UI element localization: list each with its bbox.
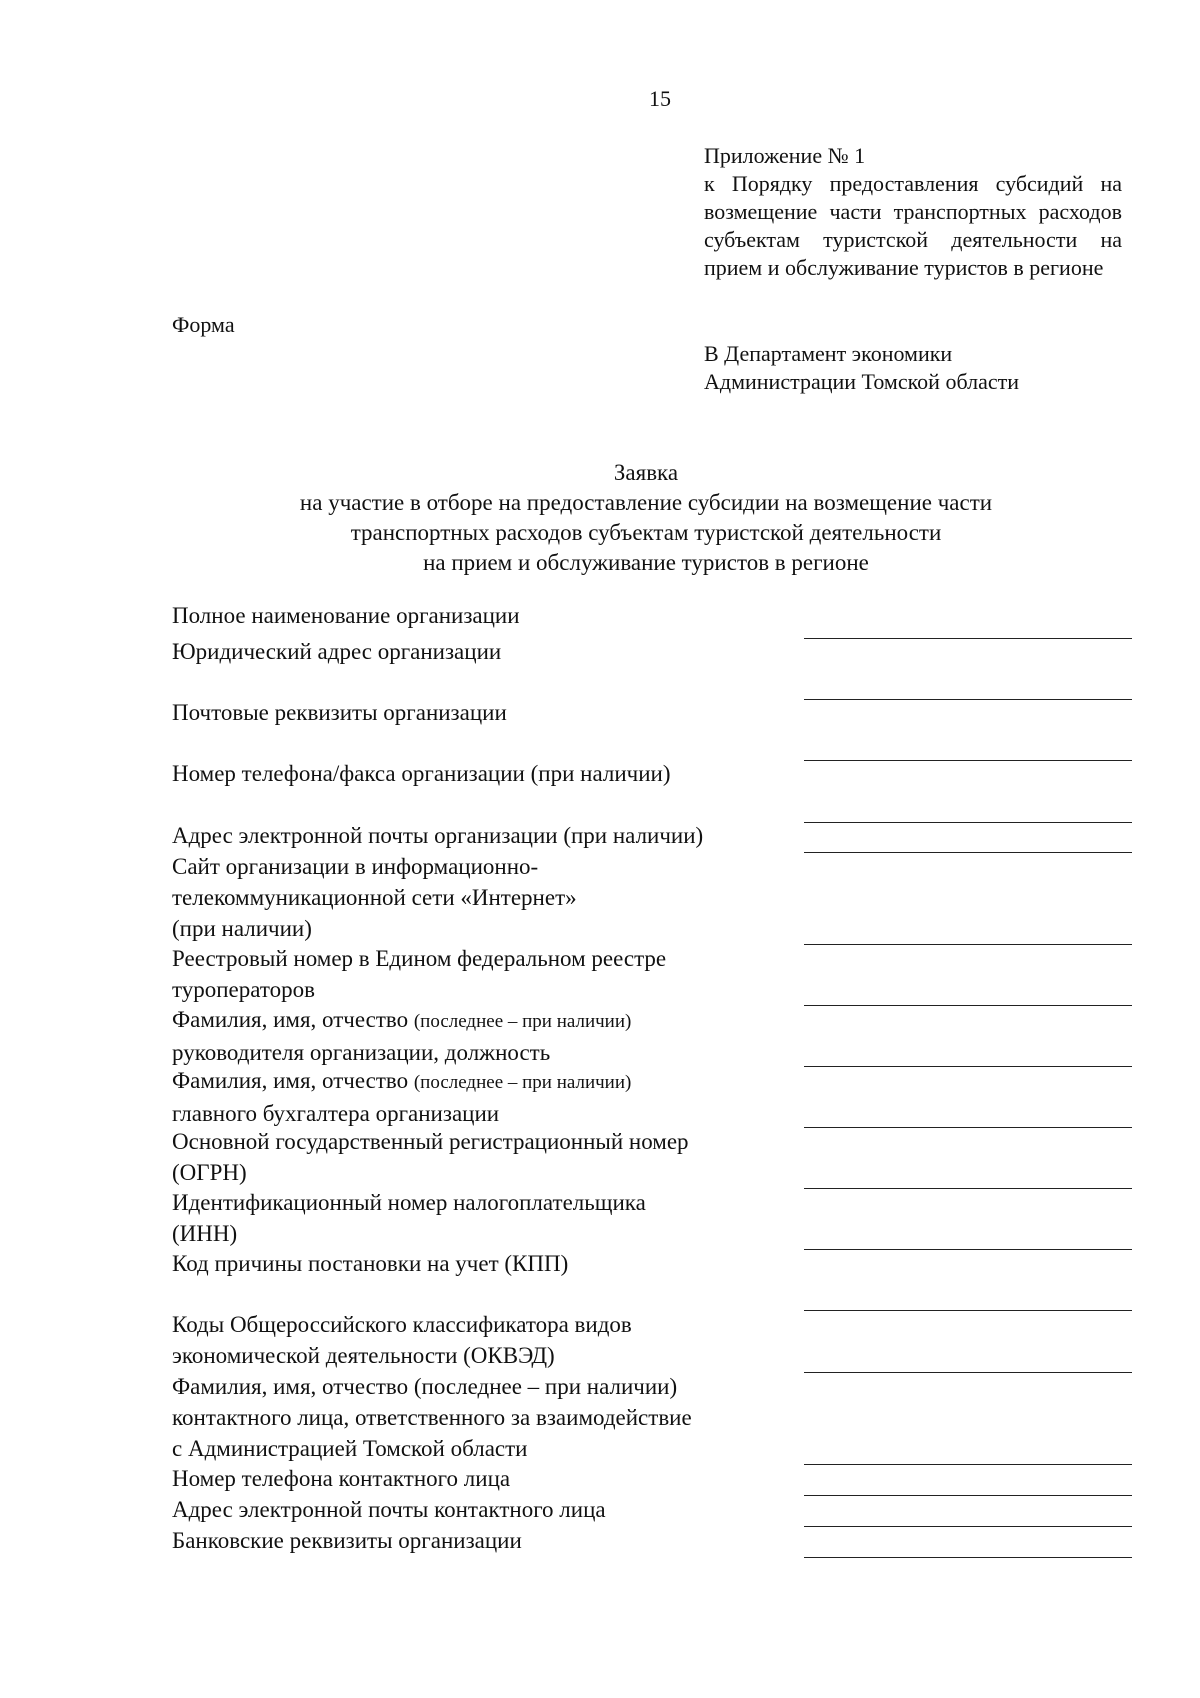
field-okved-line[interactable] [804, 1372, 1132, 1373]
addressee-block [704, 340, 1124, 396]
field-legal-address-label: Юридический адрес организации [172, 639, 502, 664]
field-okved-label-1: Коды Общероссийского классификатора видов [172, 1312, 632, 1337]
field-accountant-line[interactable] [804, 1127, 1132, 1128]
application-heading [172, 458, 1120, 578]
field-registry-label-2: туроператоров [172, 977, 315, 1002]
form-label: Форма [172, 312, 235, 337]
field-ogrn-label-2: (ОГРН) [172, 1160, 247, 1185]
field-email-label: Адрес электронной почты организации (при наличии) [172, 823, 704, 848]
field-ogrn-label [172, 1126, 792, 1188]
field-bank-details-label: Банковские реквизиты организации [172, 1528, 522, 1553]
field-contact-line[interactable] [804, 1464, 1132, 1465]
field-registry-label [172, 943, 792, 1005]
field-website-label [172, 851, 792, 944]
field-accountant-label-1: Фамилия, имя, отчество [172, 1068, 409, 1093]
field-contact-phone-line[interactable] [804, 1495, 1132, 1496]
field-ogrn-line[interactable] [804, 1188, 1132, 1189]
field-head-line[interactable] [804, 1066, 1132, 1067]
field-contact-email-line[interactable] [804, 1526, 1132, 1527]
field-accountant-label [172, 1065, 792, 1129]
field-full-name-line[interactable] [804, 638, 1132, 639]
field-contact-label-1: Фамилия, имя, отчество (последнее – при наличии) [172, 1374, 678, 1399]
field-postal-details-label: Почтовые реквизиты организации [172, 700, 507, 725]
field-phone-fax-line[interactable] [804, 822, 1132, 823]
field-accountant-label-2: главного бухгалтера организации [172, 1101, 500, 1126]
field-phone-fax-label: Номер телефона/факса организации (при наличии) [172, 761, 671, 786]
field-kpp-line[interactable] [804, 1310, 1132, 1311]
page-number: 15 [649, 86, 671, 111]
field-inn-label-1: Идентификационный номер налогоплательщика [172, 1190, 646, 1215]
field-head-label [172, 1004, 792, 1068]
field-head-note: (последнее – при наличии) [413, 1011, 632, 1032]
field-ogrn-label-1: Основной государственный регистрационный номер [172, 1129, 689, 1154]
field-website-label-1: Сайт организации в информационно- [172, 854, 539, 879]
heading-line-2: на участие в отборе на предоставление субсидии на возмещение части [299, 490, 993, 515]
field-bank-details-line[interactable] [804, 1557, 1132, 1558]
field-website-label-3: (при наличии) [172, 916, 312, 941]
field-registry-label-1: Реестровый номер в Едином федеральном реестре [172, 946, 667, 971]
field-website-label-2: телекоммуникационной сети «Интернет» [172, 885, 577, 910]
field-contact-label-2: контактного лица, ответственного за взаимодействие [172, 1405, 692, 1430]
field-contact-label-3: с Администрацией Томской области [172, 1436, 528, 1461]
field-email-line[interactable] [804, 852, 1132, 853]
addressee-line-1: В Департамент экономики [704, 341, 953, 366]
appendix-title: Приложение № 1 [704, 143, 866, 168]
field-contact-phone-label: Номер телефона контактного лица [172, 1466, 511, 1491]
field-kpp-label: Код причины постановки на учет (КПП) [172, 1251, 569, 1276]
appendix-text: к Порядку предоставления субсидий на возмещение части транспортных расходов субъектам туристской деятельности на прием и обслуживание туристов в регионе [704, 171, 1122, 280]
field-okved-label-2: экономической деятельности (ОКВЭД) [172, 1343, 555, 1368]
field-inn-label [172, 1187, 792, 1249]
field-head-label-1: Фамилия, имя, отчество [172, 1007, 409, 1032]
field-head-label-2: руководителя организации, должность [172, 1040, 551, 1065]
field-inn-line[interactable] [804, 1249, 1132, 1250]
field-inn-label-2: (ИНН) [172, 1221, 238, 1246]
addressee-line-2: Администрации Томской области [704, 369, 1019, 394]
heading-line-4: на прием и обслуживание туристов в регионе [423, 550, 869, 575]
heading-title: Заявка [613, 460, 679, 485]
field-postal-details-line[interactable] [804, 760, 1132, 761]
heading-line-3: транспортных расходов субъектам туристской деятельности [350, 520, 942, 545]
field-registry-line[interactable] [804, 1005, 1132, 1006]
appendix-block [704, 142, 1122, 282]
field-website-line[interactable] [804, 944, 1132, 945]
field-okved-label [172, 1309, 792, 1371]
field-contact-email-label: Адрес электронной почты контактного лица [172, 1497, 606, 1522]
field-full-name-label: Полное наименование организации [172, 603, 520, 628]
field-accountant-note: (последнее – при наличии) [413, 1072, 632, 1093]
field-legal-address-line[interactable] [804, 699, 1132, 700]
field-contact-label [172, 1371, 792, 1464]
